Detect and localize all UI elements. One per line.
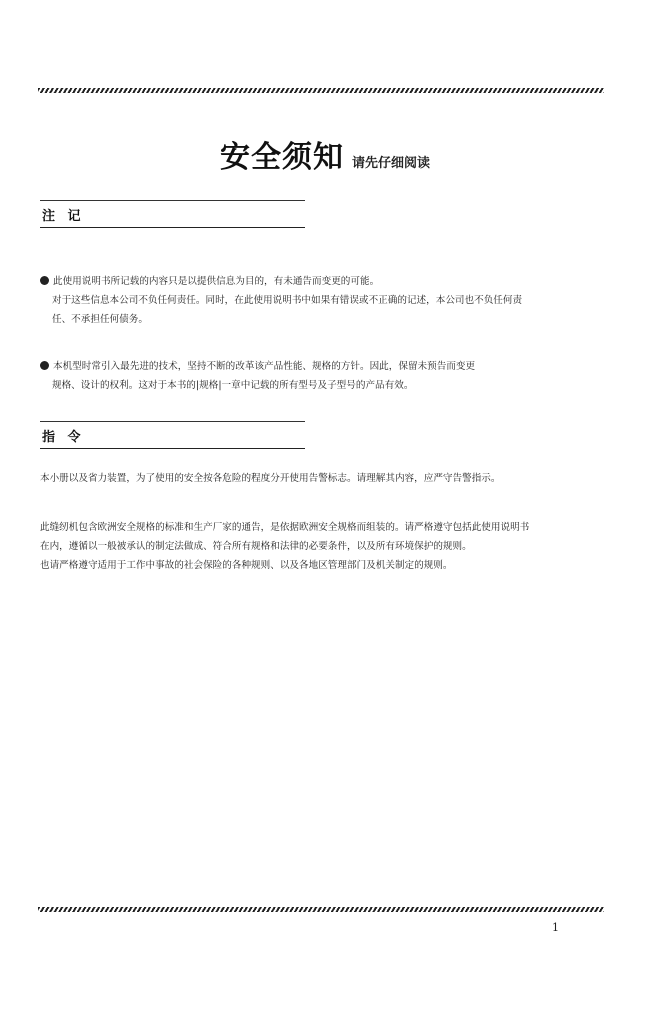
notes-bullet-1 <box>40 272 610 329</box>
notes-bullet-2-line-1: 本机型时常引入最先进的技术，坚持不断的改革该产品性能、规格的方针。因此，保留未预告而变更 <box>40 357 610 376</box>
top-hatched-rule <box>38 88 604 93</box>
instructions-heading: 指 令 <box>42 430 85 445</box>
title-main: 安全须知 <box>219 140 344 175</box>
instructions-bottom-divider <box>40 448 305 449</box>
notes-bullet-2 <box>40 357 610 395</box>
notes-heading: 注 记 <box>42 209 85 224</box>
bullet-icon <box>40 361 49 370</box>
instructions-paragraph-2-line-1: 此缝纫机包含欧洲安全规格的标准和生产厂家的通告，是依据欧洲安全规格而组装的。请严格遵守包括此使用说明书 <box>40 522 530 533</box>
notes-section-header <box>40 200 305 228</box>
page-number: 1 <box>552 921 559 934</box>
instructions-paragraph-1: 本小册以及省力装置，为了使用的安全按各危险的程度分开使用告警标志。请理解其内容，应严守告警指示。 <box>40 473 501 484</box>
instructions-paragraph-2 <box>40 518 610 575</box>
instructions-paragraph-2-line-2: 在内，遵循以一般被承认的制定法做成、符合所有规格和法律的必要条件，以及所有环境保护的规则。 <box>40 541 472 552</box>
bottom-hatched-rule <box>38 907 604 912</box>
bullet-icon <box>40 276 49 285</box>
title-subtitle: 请先仔细阅读 <box>351 156 430 171</box>
notes-bullet-1-line-1: 此使用说明书所记载的内容只是以提供信息为目的，有未通告而变更的可能。 <box>40 272 610 291</box>
notes-bullet-1-line-3: 任、不承担任何债务。 <box>52 314 148 325</box>
notes-bullet-1-line-2: 对于这些信息本公司不负任何责任。同时，在此使用说明书中如果有错误或不正确的记述，本公司也不负任何责 <box>52 295 523 306</box>
notes-bullet-2-line-2: 规格、设计的权利。这对于本书的|规格|一章中记载的所有型号及子型号的产品有效。 <box>52 380 414 391</box>
page-title <box>0 132 650 176</box>
instructions-paragraph-2-line-3: 也请严格遵守适用于工作中事故的社会保险的各种规则、以及各地区管理部门及机关制定的规则。 <box>40 560 453 571</box>
instructions-section-header <box>40 421 305 449</box>
notes-bottom-divider <box>40 227 305 228</box>
